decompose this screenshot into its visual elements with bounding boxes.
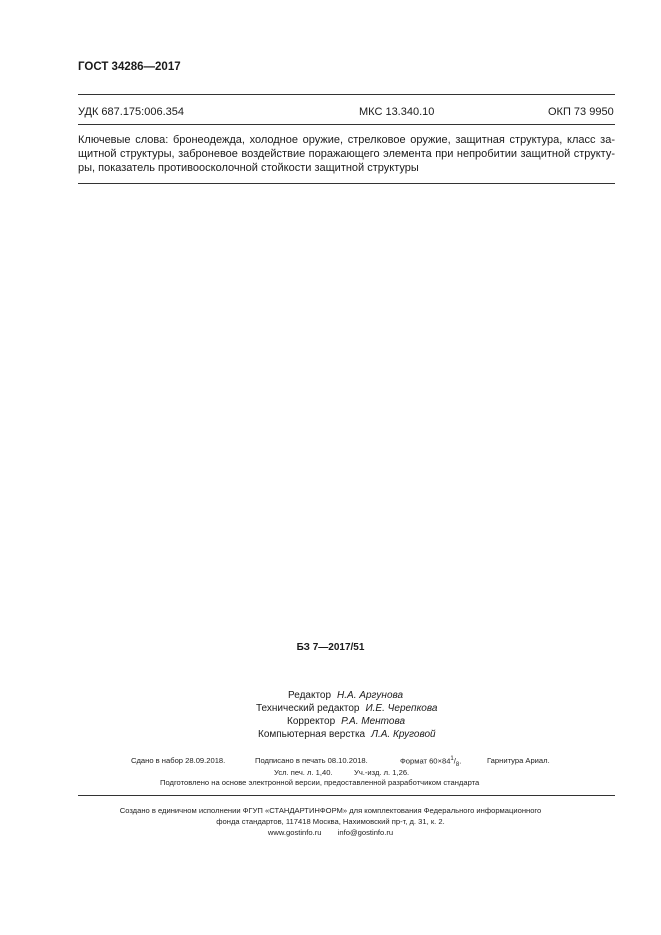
udk-code: УДК 687.175:006.354	[78, 106, 184, 118]
keywords-line: щитной структуры, заброневое воздействие поражающего элемента при непробитии защитной структу-	[78, 148, 615, 160]
credit-tech-editor	[256, 702, 437, 715]
bz-number: БЗ 7—2017/51	[296, 642, 365, 653]
credit-role: Корректор	[287, 716, 336, 727]
credit-role: Технический редактор	[256, 703, 360, 714]
imprint-sent-date: Сдано в набор 28.09.2018.	[131, 756, 226, 765]
keywords-line: Ключевые слова: бронеодежда, холодное оружие, стрелковое оружие, защитная структура, класс за-	[78, 134, 615, 146]
credit-role: Редактор	[288, 690, 332, 701]
footer-line: Создано в единичном исполнении ФГУП «СТАНДАРТИНФОРМ» для комплектования Федерального информационного	[119, 806, 542, 815]
email-link[interactable]: info@gostinfo.ru	[337, 828, 394, 837]
top-divider	[78, 94, 615, 95]
imprint-prepared-note: Подготовлено на основе электронной версии, предоставленной разработчиком стандарта	[160, 778, 480, 787]
keywords-line: ры, показатель противоосколочной стойкости защитной структуры	[78, 162, 419, 174]
document-id: ГОСТ 34286—2017	[78, 61, 181, 73]
website-link[interactable]: www.gostinfo.ru	[267, 828, 322, 837]
imprint-print-sheets: Усл. печ. л. 1,40.	[274, 768, 333, 777]
credit-role: Компьютерная верстка	[258, 729, 366, 740]
credit-name: И.Е. Черепкова	[365, 703, 438, 714]
imprint-pub-sheets: Уч.-изд. л. 1,26.	[354, 768, 410, 777]
credit-editor	[288, 689, 403, 702]
imprint-typeface: Гарнитура Ариал.	[487, 756, 550, 765]
footer-contacts	[0, 828, 661, 837]
footer-divider	[78, 795, 615, 796]
classification-divider	[78, 124, 615, 125]
keywords-divider	[78, 183, 615, 184]
credit-name: Л.А. Круговой	[371, 729, 436, 740]
footer-address: фонда стандартов, 117418 Москва, Нахимовский пр-т, д. 31, к. 2.	[216, 817, 445, 826]
okp-code: ОКП 73 9950	[548, 106, 614, 118]
mks-code: МКС 13.340.10	[359, 106, 435, 118]
credit-name: Н.А. Аргунова	[337, 690, 404, 701]
credit-name: Р.А. Ментова	[341, 716, 406, 727]
imprint-format: Формат $60\times 84^1/_8$.	[400, 756, 462, 769]
credit-corrector	[287, 715, 405, 728]
imprint-signed-date: Подписано в печать 08.10.2018.	[255, 756, 368, 765]
credit-layout	[258, 728, 436, 741]
keywords-paragraph	[78, 133, 615, 175]
